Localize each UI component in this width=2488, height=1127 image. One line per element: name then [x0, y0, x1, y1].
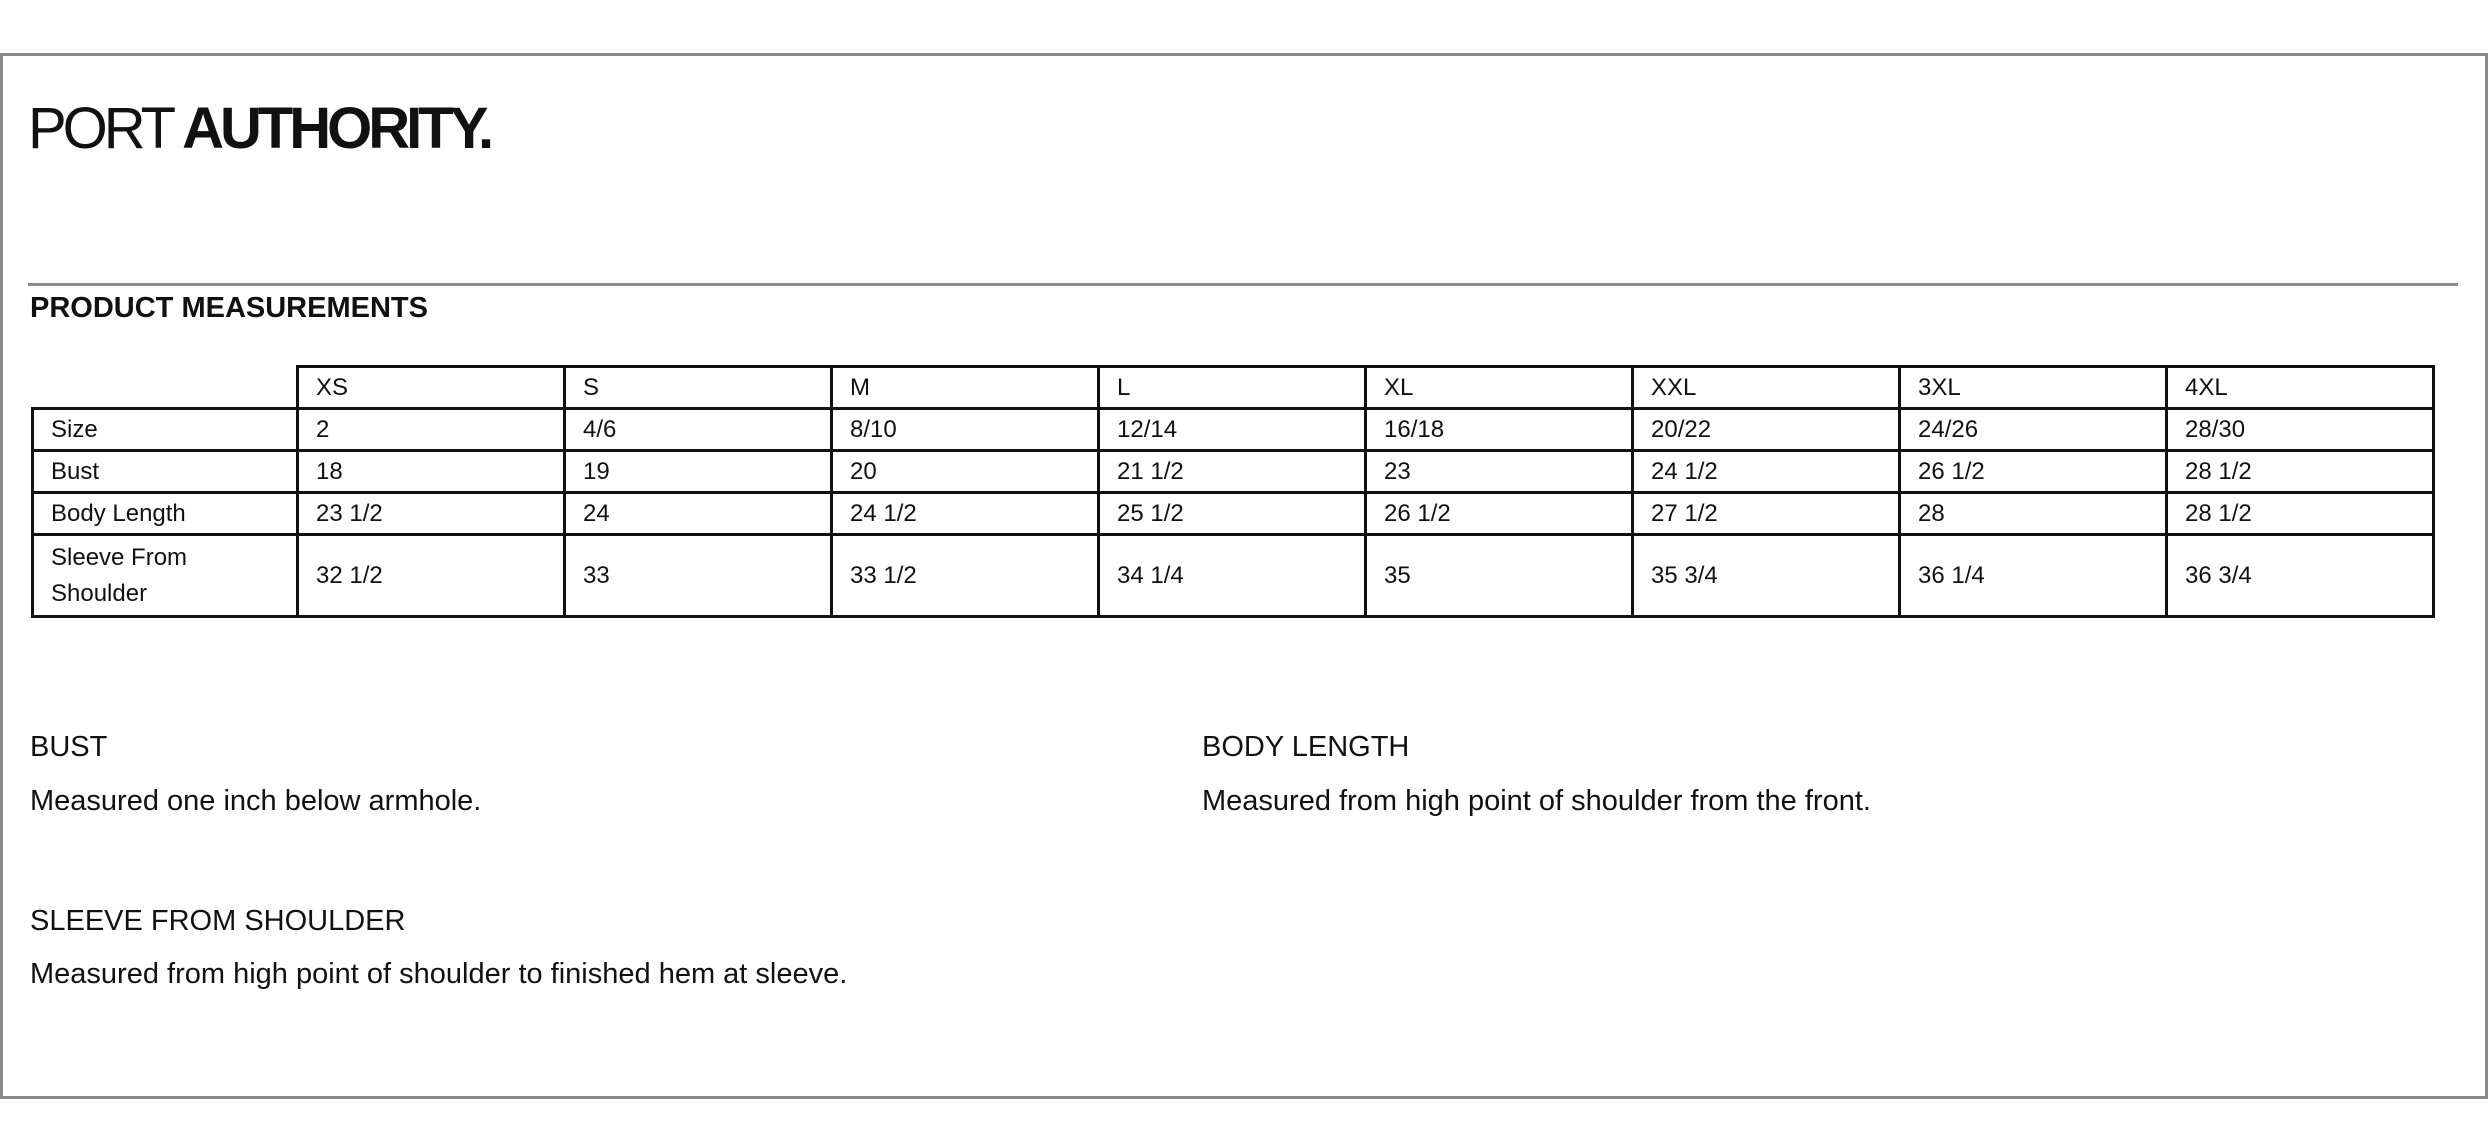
column-header: M — [832, 367, 1099, 409]
table-cell: 21 1/2 — [1099, 451, 1366, 493]
table-cell: 36 1/4 — [1900, 535, 2167, 617]
bust-definition-title: BUST — [30, 731, 108, 763]
table-row — [33, 451, 2434, 493]
table-cell: 28 1/2 — [2167, 451, 2434, 493]
table-cell: 12/14 — [1099, 409, 1366, 451]
table-cell: 8/10 — [832, 409, 1099, 451]
logo-word-port: PORT — [28, 96, 173, 161]
bust-definition-text: Measured one inch below armhole. — [30, 785, 482, 817]
table-cell: 19 — [565, 451, 832, 493]
table-cell: 2 — [298, 409, 565, 451]
row-label: Bust — [33, 451, 298, 493]
logo-word-authority: AUTHORITY. — [182, 96, 491, 161]
table-cell: 18 — [298, 451, 565, 493]
table-row — [33, 535, 2434, 617]
body-length-definition-text: Measured from high point of shoulder from the front. — [1202, 785, 1871, 817]
table-cell: 28/30 — [2167, 409, 2434, 451]
table-row — [33, 409, 2434, 451]
table-cell: 35 3/4 — [1633, 535, 1900, 617]
body-length-definition-title: BODY LENGTH — [1202, 731, 1410, 763]
table-cell: 33 1/2 — [832, 535, 1099, 617]
table-cell: 26 1/2 — [1900, 451, 2167, 493]
column-header: XXL — [1633, 367, 1900, 409]
table-cell: 23 — [1366, 451, 1633, 493]
table-cell: 24 1/2 — [1633, 451, 1900, 493]
row-label: Body Length — [33, 493, 298, 535]
column-header: 3XL — [1900, 367, 2167, 409]
sleeve-definition-text: Measured from high point of shoulder to finished hem at sleeve. — [30, 958, 848, 990]
table-cell: 32 1/2 — [298, 535, 565, 617]
table-cell: 23 1/2 — [298, 493, 565, 535]
header-divider — [28, 283, 2458, 286]
table-cell: 26 1/2 — [1366, 493, 1633, 535]
table-cell: 25 1/2 — [1099, 493, 1366, 535]
table-cell: 24 — [565, 493, 832, 535]
column-header: XS — [298, 367, 565, 409]
table-cell: 36 3/4 — [2167, 535, 2434, 617]
table-cell: 28 1/2 — [2167, 493, 2434, 535]
table-cell: 34 1/4 — [1099, 535, 1366, 617]
row-label: Sleeve From Shoulder — [33, 535, 298, 617]
table-cell: 27 1/2 — [1633, 493, 1900, 535]
table-header-row — [33, 367, 2434, 409]
column-header: XL — [1366, 367, 1633, 409]
column-header: L — [1099, 367, 1366, 409]
table-cell: 33 — [565, 535, 832, 617]
table-cell: 28 — [1900, 493, 2167, 535]
sleeve-definition-title: SLEEVE FROM SHOULDER — [30, 905, 406, 937]
table-cell: 24 1/2 — [832, 493, 1099, 535]
table-cell: 35 — [1366, 535, 1633, 617]
table-cell: 4/6 — [565, 409, 832, 451]
table-cell: 20/22 — [1633, 409, 1900, 451]
table-cell: 20 — [832, 451, 1099, 493]
table-corner-cell — [33, 367, 298, 409]
column-header: S — [565, 367, 832, 409]
section-title: PRODUCT MEASUREMENTS — [30, 292, 428, 324]
brand-logo — [28, 96, 491, 161]
table-row — [33, 493, 2434, 535]
column-header: 4XL — [2167, 367, 2434, 409]
measurements-table — [31, 365, 2435, 618]
table-cell: 16/18 — [1366, 409, 1633, 451]
table-cell: 24/26 — [1900, 409, 2167, 451]
row-label: Size — [33, 409, 298, 451]
